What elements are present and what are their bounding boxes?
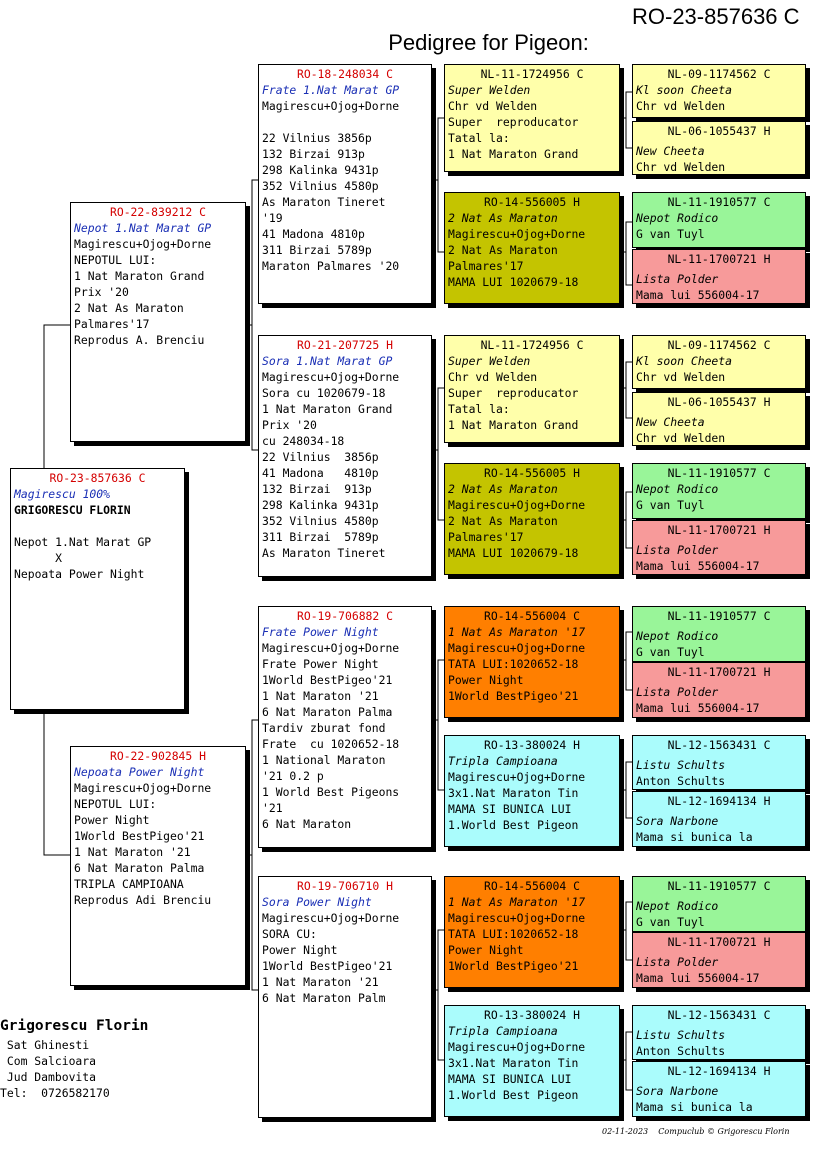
ring-number: NL-11-1910577 C bbox=[667, 195, 771, 209]
card-dam-dam bbox=[258, 876, 432, 1118]
card-line: GRIGORESCU FLORIN bbox=[14, 503, 131, 517]
strain-line: Magirescu+Ojog+Dorne bbox=[448, 770, 586, 784]
pigeon-name: Frate Power Night bbox=[262, 625, 379, 639]
card-dam bbox=[70, 746, 246, 986]
card-line: 1.World Best Pigeon bbox=[448, 1088, 579, 1102]
ring-number: RO-13-380024 H bbox=[483, 738, 580, 752]
card-line: 22 Vilnius 3856p bbox=[262, 131, 372, 145]
card-line: As Maraton Tineret bbox=[262, 546, 386, 560]
card-line: Prix '20 bbox=[262, 418, 317, 432]
card-h5 bbox=[632, 335, 806, 389]
ring-number: RO-14-556005 H bbox=[483, 466, 580, 480]
card-line: Power Night bbox=[448, 943, 524, 957]
card-line: As Maraton Tineret bbox=[262, 195, 386, 209]
card-line: Chr vd Welden bbox=[636, 431, 726, 445]
pigeon-name: Nepot 1.Nat Marat GP bbox=[74, 221, 212, 235]
pigeon-name: 1 Nat As Maraton '17 bbox=[448, 895, 586, 909]
card-h11 bbox=[632, 735, 806, 790]
ring-number: RO-14-556004 C bbox=[483, 609, 580, 623]
card-line: Tatal la: bbox=[448, 402, 510, 416]
pigeon-name: Kl soon Cheeta bbox=[636, 83, 733, 97]
card-line: 1World BestPigeo'21 bbox=[262, 959, 393, 973]
card-h1 bbox=[632, 64, 806, 118]
pigeon-name: Sora 1.Nat Marat GP bbox=[262, 354, 393, 368]
card-line: 132 Birzai 913p bbox=[262, 482, 372, 496]
owner-block bbox=[0, 1018, 148, 1101]
card-line: 2 Nat As Maraton bbox=[74, 301, 184, 315]
ring-number: NL-11-1724956 C bbox=[480, 67, 584, 81]
ring-number: RO-22-839212 C bbox=[109, 205, 206, 219]
pigeon-name: Lista Polder bbox=[636, 955, 719, 969]
card-line: 1 Nat Maraton Grand bbox=[448, 418, 579, 432]
card-line: G van Tuyl bbox=[636, 645, 705, 659]
card-line: Mama si bunica la bbox=[636, 1100, 753, 1114]
pigeon-name: 1 Nat As Maraton '17 bbox=[448, 625, 586, 639]
card-h15 bbox=[632, 1005, 806, 1060]
card-line bbox=[262, 114, 428, 130]
card-line: 1 National Maraton bbox=[262, 753, 386, 767]
card-g7 bbox=[444, 876, 620, 988]
owner-line: Com Salcioara bbox=[0, 1054, 97, 1068]
pigeon-name: Nepot Rodico bbox=[636, 629, 719, 643]
pigeon-name: 2 Nat As Maraton bbox=[448, 482, 558, 496]
card-line: Frate cu 1020652-18 bbox=[262, 737, 400, 751]
card-line: 298 Kalinka 9431p bbox=[262, 498, 379, 512]
pigeon-name: Super Welden bbox=[448, 354, 531, 368]
card-line bbox=[14, 518, 181, 534]
ring-number: RO-13-380024 H bbox=[483, 1008, 580, 1022]
card-line: Sora cu 1020679-18 bbox=[262, 386, 386, 400]
strain-line: Magirescu+Ojog+Dorne bbox=[74, 237, 212, 251]
owner-line: Sat Ghinesti bbox=[0, 1038, 90, 1052]
owner-name: Grigorescu Florin bbox=[0, 1018, 149, 1034]
pigeon-name: Nepot Rodico bbox=[636, 899, 719, 913]
ring-number: NL-11-1700721 H bbox=[667, 935, 771, 949]
title-label: Pedigree for Pigeon: bbox=[388, 30, 589, 55]
ring-number: NL-11-1700721 H bbox=[667, 252, 771, 266]
card-line: G van Tuyl bbox=[636, 498, 705, 512]
pigeon-name: New Cheeta bbox=[636, 144, 705, 158]
ring-number: NL-11-1724956 C bbox=[480, 338, 584, 352]
card-h9 bbox=[632, 606, 806, 662]
card-subject bbox=[10, 468, 185, 710]
card-line: Palmares'17 bbox=[74, 317, 150, 331]
card-line: 6 Nat Maraton Palma bbox=[74, 861, 205, 875]
card-sire-dam bbox=[258, 335, 432, 577]
pigeon-name: Listu Schults bbox=[636, 758, 726, 772]
card-line: 1 World Best Pigeons bbox=[262, 785, 400, 799]
card-g2 bbox=[444, 192, 620, 304]
card-line: 1 Nat Maraton '21 bbox=[74, 845, 191, 859]
pigeon-name: Lista Polder bbox=[636, 543, 719, 557]
card-line: X bbox=[14, 551, 63, 565]
strain-line: Magirescu+Ojog+Dorne bbox=[74, 781, 212, 795]
strain-line: Magirescu+Ojog+Dorne bbox=[448, 1040, 586, 1054]
pigeon-name: Tripla Campioana bbox=[448, 1024, 558, 1038]
strain-line: Magirescu+Ojog+Dorne bbox=[448, 498, 586, 512]
card-line: TATA LUI:1020652-18 bbox=[448, 657, 579, 671]
card-line: NEPOTUL LUI: bbox=[74, 253, 157, 267]
strain-line: Chr vd Welden bbox=[448, 99, 538, 113]
card-line: MAMA SI BUNICA LUI bbox=[448, 802, 572, 816]
card-line: Palmares'17 bbox=[448, 259, 524, 273]
card-line: 22 Vilnius 3856p bbox=[262, 450, 379, 464]
card-g8 bbox=[444, 1005, 620, 1117]
card-line: 1 Nat Maraton Grand bbox=[74, 269, 205, 283]
strain-line: Magirescu+Ojog+Dorne bbox=[448, 911, 586, 925]
card-line: 311 Birzai 5789p bbox=[262, 530, 379, 544]
ring-number: RO-19-706882 C bbox=[296, 609, 393, 623]
card-line: 3x1.Nat Maraton Tin bbox=[448, 786, 579, 800]
ring-number: NL-12-1694134 H bbox=[667, 1064, 771, 1078]
pigeon-name: Listu Schults bbox=[636, 1028, 726, 1042]
card-line: Mama lui 556004-17 bbox=[636, 559, 760, 573]
card-g1 bbox=[444, 64, 620, 172]
card-line: 1.World Best Pigeon bbox=[448, 818, 579, 832]
card-g4 bbox=[444, 463, 620, 575]
card-line: 1 Nat Maraton Grand bbox=[448, 147, 579, 161]
ring-number: NL-11-1910577 C bbox=[667, 466, 771, 480]
card-line: Super reproducator bbox=[448, 386, 579, 400]
card-line: 1World BestPigeo'21 bbox=[448, 689, 579, 703]
title-ring: RO-23-857636 C bbox=[632, 4, 800, 29]
card-line: Mama lui 556004-17 bbox=[636, 288, 760, 302]
card-h16 bbox=[632, 1061, 806, 1117]
owner-line: Jud Dambovita bbox=[0, 1070, 97, 1084]
strain-line: Magirescu+Ojog+Dorne bbox=[262, 370, 400, 384]
ring-number: NL-11-1700721 H bbox=[667, 523, 771, 537]
pigeon-name: Nepot Rodico bbox=[636, 482, 719, 496]
card-line: 6 Nat Maraton bbox=[262, 817, 352, 831]
ring-number: NL-12-1694134 H bbox=[667, 794, 771, 808]
card-line: 1 Nat Maraton '21 bbox=[262, 689, 379, 703]
owner-phone: Tel: 0726582170 bbox=[0, 1086, 110, 1100]
card-line: 2 Nat As Maraton bbox=[448, 243, 558, 257]
card-h14 bbox=[632, 932, 806, 988]
card-line: Tatal la: bbox=[448, 131, 510, 145]
card-line: Power Night bbox=[262, 943, 338, 957]
card-line: Anton Schults bbox=[636, 1044, 726, 1058]
card-line: Frate Power Night bbox=[262, 657, 379, 671]
card-g6 bbox=[444, 735, 620, 847]
ring-number: NL-12-1563431 C bbox=[667, 1008, 771, 1022]
strain-line: Chr vd Welden bbox=[448, 370, 538, 384]
card-line: G van Tuyl bbox=[636, 227, 705, 241]
card-line: Nepot 1.Nat Marat GP bbox=[14, 535, 152, 549]
card-h4 bbox=[632, 249, 806, 304]
card-sire bbox=[70, 202, 246, 442]
footer-date: 02-11-2023 bbox=[602, 1127, 649, 1136]
card-line: Nepoata Power Night bbox=[14, 567, 145, 581]
card-h7 bbox=[632, 463, 806, 519]
strain-line: Magirescu+Ojog+Dorne bbox=[262, 641, 400, 655]
pigeon-name: New Cheeta bbox=[636, 415, 705, 429]
card-line: 1World BestPigeo'21 bbox=[74, 829, 205, 843]
card-line: 1World BestPigeo'21 bbox=[448, 959, 579, 973]
card-line: SORA CU: bbox=[262, 927, 317, 941]
ring-number: NL-11-1700721 H bbox=[667, 665, 771, 679]
card-dam-sire bbox=[258, 606, 432, 848]
card-line: TRIPLA CAMPIOANA bbox=[74, 877, 184, 891]
card-line: Tardiv zburat fond bbox=[262, 721, 386, 735]
card-line: 3x1.Nat Maraton Tin bbox=[448, 1056, 579, 1070]
pigeon-name: Sora Power Night bbox=[262, 895, 372, 909]
card-line: Prix '20 bbox=[74, 285, 129, 299]
card-h13 bbox=[632, 876, 806, 932]
pigeon-name: Tripla Campioana bbox=[448, 754, 558, 768]
pigeon-name: Lista Polder bbox=[636, 685, 719, 699]
card-line: 298 Kalinka 9431p bbox=[262, 163, 379, 177]
ring-number: RO-21-207725 H bbox=[296, 338, 393, 352]
card-line: Mama lui 556004-17 bbox=[636, 971, 760, 985]
ring-number: NL-12-1563431 C bbox=[667, 738, 771, 752]
ring-number: NL-06-1055437 H bbox=[667, 124, 771, 138]
card-line: '19 bbox=[262, 211, 283, 225]
card-h6 bbox=[632, 392, 806, 446]
card-line: Power Night bbox=[448, 673, 524, 687]
card-line: Chr vd Welden bbox=[636, 370, 726, 384]
card-line: Reprodus Adi Brenciu bbox=[74, 893, 212, 907]
ring-number: NL-09-1174562 C bbox=[667, 67, 771, 81]
card-line: 1 Nat Maraton '21 bbox=[262, 975, 379, 989]
card-line: Chr vd Welden bbox=[636, 99, 726, 113]
footer bbox=[602, 1127, 790, 1136]
card-line: 41 Madona 4810p bbox=[262, 466, 379, 480]
card-line: MAMA LUI 1020679-18 bbox=[448, 546, 579, 560]
ring-number: NL-11-1910577 C bbox=[667, 609, 771, 623]
strain-line: Magirescu+Ojog+Dorne bbox=[262, 911, 400, 925]
card-line: Super reproducator bbox=[448, 115, 579, 129]
ring-number: RO-22-902845 H bbox=[109, 749, 206, 763]
card-h10 bbox=[632, 662, 806, 718]
card-line: 352 Vilnius 4580p bbox=[262, 514, 379, 528]
ring-number: NL-09-1174562 C bbox=[667, 338, 771, 352]
pigeon-name: Kl soon Cheeta bbox=[636, 354, 733, 368]
card-line: 352 Vilnius 4580p bbox=[262, 179, 379, 193]
ring-number: NL-06-1055437 H bbox=[667, 395, 771, 409]
pigeon-name: Nepoata Power Night bbox=[74, 765, 205, 779]
pigeon-name: Magirescu 100% bbox=[14, 487, 111, 501]
card-line: 132 Birzai 913p bbox=[262, 147, 365, 161]
card-g5 bbox=[444, 606, 620, 718]
card-line: Mama lui 556004-17 bbox=[636, 701, 760, 715]
card-line: Mama si bunica la bbox=[636, 830, 753, 844]
card-line: cu 248034-18 bbox=[262, 434, 345, 448]
card-line: Reprodus A. Brenciu bbox=[74, 333, 205, 347]
ring-number: NL-11-1910577 C bbox=[667, 879, 771, 893]
pigeon-name: Nepot Rodico bbox=[636, 211, 719, 225]
pigeon-name: 2 Nat As Maraton bbox=[448, 211, 558, 225]
ring-number: RO-19-706710 H bbox=[296, 879, 393, 893]
ring-number: RO-14-556005 H bbox=[483, 195, 580, 209]
card-sire-sire bbox=[258, 64, 432, 304]
strain-line: Magirescu+Ojog+Dorne bbox=[448, 641, 586, 655]
ring-number: RO-23-857636 C bbox=[49, 471, 146, 485]
pigeon-name: Super Welden bbox=[448, 83, 531, 97]
card-g3 bbox=[444, 335, 620, 443]
card-h2 bbox=[632, 121, 806, 175]
card-line: G van Tuyl bbox=[636, 915, 705, 929]
card-line: Anton Schults bbox=[636, 774, 726, 788]
pigeon-name: Lista Polder bbox=[636, 272, 719, 286]
card-line: TATA LUI:1020652-18 bbox=[448, 927, 579, 941]
ring-number: RO-14-556004 C bbox=[483, 879, 580, 893]
card-line: 311 Birzai 5789p bbox=[262, 243, 372, 257]
ring-number: RO-18-248034 C bbox=[296, 67, 393, 81]
card-h12 bbox=[632, 791, 806, 847]
card-line: 1 Nat Maraton Grand bbox=[262, 402, 393, 416]
card-line: Chr vd Welden bbox=[636, 160, 726, 174]
card-line: Palmares'17 bbox=[448, 530, 524, 544]
card-line: NEPOTUL LUI: bbox=[74, 797, 157, 811]
pigeon-name: Frate 1.Nat Marat GP bbox=[262, 83, 400, 97]
card-line: 6 Nat Maraton Palm bbox=[262, 991, 386, 1005]
strain-line: Magirescu+Ojog+Dorne bbox=[448, 227, 586, 241]
card-line: '21 bbox=[262, 801, 283, 815]
card-line: Power Night bbox=[74, 813, 150, 827]
card-line: 2 Nat As Maraton bbox=[448, 514, 558, 528]
card-line: Maraton Palmares '20 bbox=[262, 259, 400, 273]
pigeon-name: Sora Narbone bbox=[636, 814, 719, 828]
card-line: 41 Madona 4810p bbox=[262, 227, 365, 241]
card-h8 bbox=[632, 520, 806, 575]
card-line: 6 Nat Maraton Palma bbox=[262, 705, 393, 719]
strain-line: Magirescu+Ojog+Dorne bbox=[262, 99, 400, 113]
card-line: 1World BestPigeo'21 bbox=[262, 673, 393, 687]
footer-credit: Compuclub © Grigorescu Florin bbox=[658, 1127, 790, 1136]
card-line: MAMA SI BUNICA LUI bbox=[448, 1072, 572, 1086]
card-line: MAMA LUI 1020679-18 bbox=[448, 275, 579, 289]
pigeon-name: Sora Narbone bbox=[636, 1084, 719, 1098]
card-line: '21 0.2 p bbox=[262, 769, 324, 783]
card-h3 bbox=[632, 192, 806, 248]
